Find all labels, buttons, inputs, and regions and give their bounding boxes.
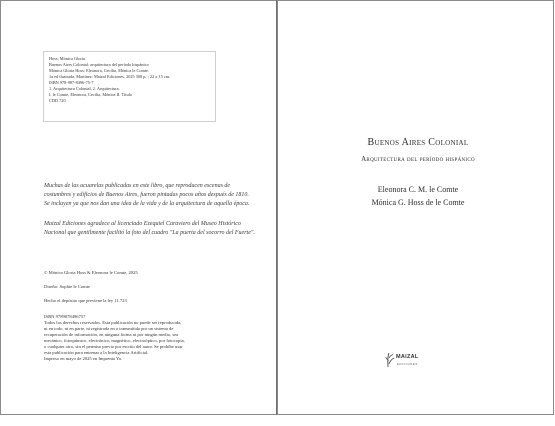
authors (318, 183, 518, 209)
page-gutter (276, 0, 277, 415)
legal-deposit: Hecho el depósito que previene la ley 11.723 (44, 298, 127, 303)
maize-icon (385, 352, 396, 368)
publisher-subtitle: EDICIONES (397, 362, 418, 366)
book-title: Buenos Aires Colonial (367, 137, 469, 148)
rights-notice (44, 314, 256, 362)
design-credit: Diseño: Sophie le Comte (44, 284, 91, 289)
cataloging-box (43, 51, 216, 122)
cip-line: Hoss, Mónica Gloria (49, 56, 85, 61)
rights-line: Todos los derechos reservados. Esta publicación no puede ser reproducida, (44, 320, 182, 325)
rights-line: esta publicación para entrenar a la Inteligencia Artificial. (44, 350, 149, 355)
publisher-logo (385, 352, 431, 368)
book-subtitle: Arquitectura del período hispánico (361, 155, 475, 163)
cip-line: Mónica Gloria Hoss; Eleonora, Cecilia, Mónica le Comte. (49, 68, 149, 73)
rights-line: mecánico, fotoquímico, electrónico, magnético, electroóptico, por fotocopia, (44, 338, 185, 343)
cip-line: CDD 720 (49, 98, 66, 103)
cip-line: ISBN 978-987-8496-75-7 (49, 80, 94, 85)
author-name: Mónica G. Hoss de le Comte (371, 198, 465, 207)
publisher-name: MAIZAL (396, 354, 419, 360)
rights-line: ni en todo, ni en parte, ni registrada en o transmitida por un sistema de (44, 326, 174, 331)
cip-line: 1a ed ilustrada. Martínez: Maizal Ediciones, 2025 308 p. ; 22 x 15 cm. (49, 74, 171, 79)
watercolors-note: Muchas de las acuarelas publicadas en este libro, que reproducen escenas de costumbres y edificios de Buenos Aires, fueron pintadas pocos años después de 1810. Se incluyen ya que nos dan una idea de la vida y de la arquitectura de aquella época. (44, 183, 250, 207)
rights-line: ISBN 9789878496757 (44, 314, 86, 319)
copyright-line: © Mónica Gloria Hoss & Eleonora le Comte, 2025 (44, 270, 138, 275)
rights-line: recuperación de información, en ninguna forma ni por ningún medio, sea (44, 332, 179, 337)
cip-line: 1. Arquitectura Colonial. 2. Arquitectura. (49, 86, 120, 91)
rights-line: Impreso en mayo de 2025 en Imprenta Ya. (44, 356, 122, 361)
cip-line: Buenos Aires Colonial: arquitectura del período hispánico (49, 62, 149, 67)
acknowledgement-note: Maizal Ediciones agradece al licenciado Ezequiel Caraviero del Museo Histórico Nacional que gentilmente facilitó la foto del cuadro "La puerta del socorro del Fuerte". (44, 221, 255, 236)
cip-line: I. le Comte, Eleonora, Cecilia, Mónica II. Título (49, 92, 132, 97)
author-name: Eleonora C. M. le Comte (377, 185, 459, 194)
rights-line: o cualquier otro, sin el permiso previo por escrito del autor. Se prohíbe usar (44, 344, 183, 349)
